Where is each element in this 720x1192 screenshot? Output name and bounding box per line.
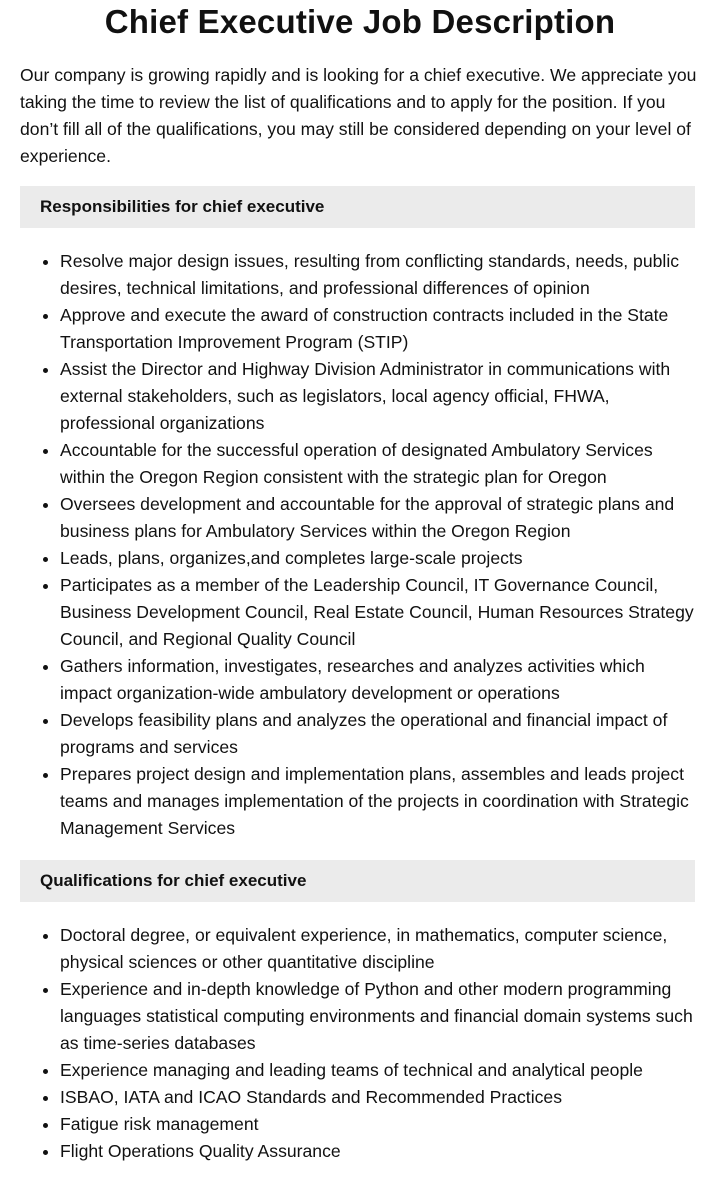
list-item: • Flight Operations Quality Assurance — [60, 1138, 700, 1165]
responsibilities-heading: Responsibilities for chief executive — [20, 186, 695, 228]
intro-paragraph: Our company is growing rapidly and is looking for a chief executive. We appreciate you taking the time to review the list of qualifications and to apply for the position. If you don’t fill all of the qualifications, you may still be considered depending on your level of experience. — [20, 65, 697, 166]
responsibilities-list — [20, 248, 700, 842]
list-item: • Accountable for the successful operation of designated Ambulatory Services within the Oregon Region consistent with the strategic plan for Oregon — [60, 437, 700, 491]
qualifications-list — [20, 922, 700, 1165]
list-item: • Assist the Director and Highway Division Administrator in communications with external stakeholders, such as legislators, local agency official, FHWA, professional organizations — [60, 356, 700, 437]
list-item: • Gathers information, investigates, researches and analyzes activities which impact organization-wide ambulatory development or operations — [60, 653, 700, 707]
page-title: Chief Executive Job Description — [104, 3, 616, 40]
list-item: • Develops feasibility plans and analyzes the operational and financial impact of programs and services — [60, 707, 700, 761]
list-item: • Experience and in-depth knowledge of Python and other modern programming languages statistical computing environments and financial domain systems such as time-series databases — [60, 976, 700, 1057]
list-item: • Fatigue risk management — [60, 1111, 700, 1138]
list-item: • Oversees development and accountable for the approval of strategic plans and business plans for Ambulatory Services within the Oregon Region — [60, 491, 700, 545]
list-item: • Doctoral degree, or equivalent experience, in mathematics, computer science, physical sciences or other quantitative discipline — [60, 922, 700, 976]
qualifications-heading: Qualifications for chief executive — [20, 860, 695, 902]
list-item: • Participates as a member of the Leadership Council, IT Governance Council, Business Development Council, Real Estate Council, Human Resources Strategy Council, and Regional Quality Council — [60, 572, 700, 653]
list-item: • ISBAO, IATA and ICAO Standards and Recommended Practices — [60, 1084, 700, 1111]
list-item: • Approve and execute the award of construction contracts included in the State Transportation Improvement Program (STIP) — [60, 302, 700, 356]
list-item: • Leads, plans, organizes,and completes large-scale projects — [60, 545, 700, 572]
list-item: • Prepares project design and implementation plans, assembles and leads project teams and manages implementation of the projects in coordination with Strategic Management Services — [60, 761, 700, 842]
list-item: • Resolve major design issues, resulting from conflicting standards, needs, public desires, technical limitations, and professional differences of opinion — [60, 248, 700, 302]
list-item: • Experience managing and leading teams of technical and analytical people — [60, 1057, 700, 1084]
